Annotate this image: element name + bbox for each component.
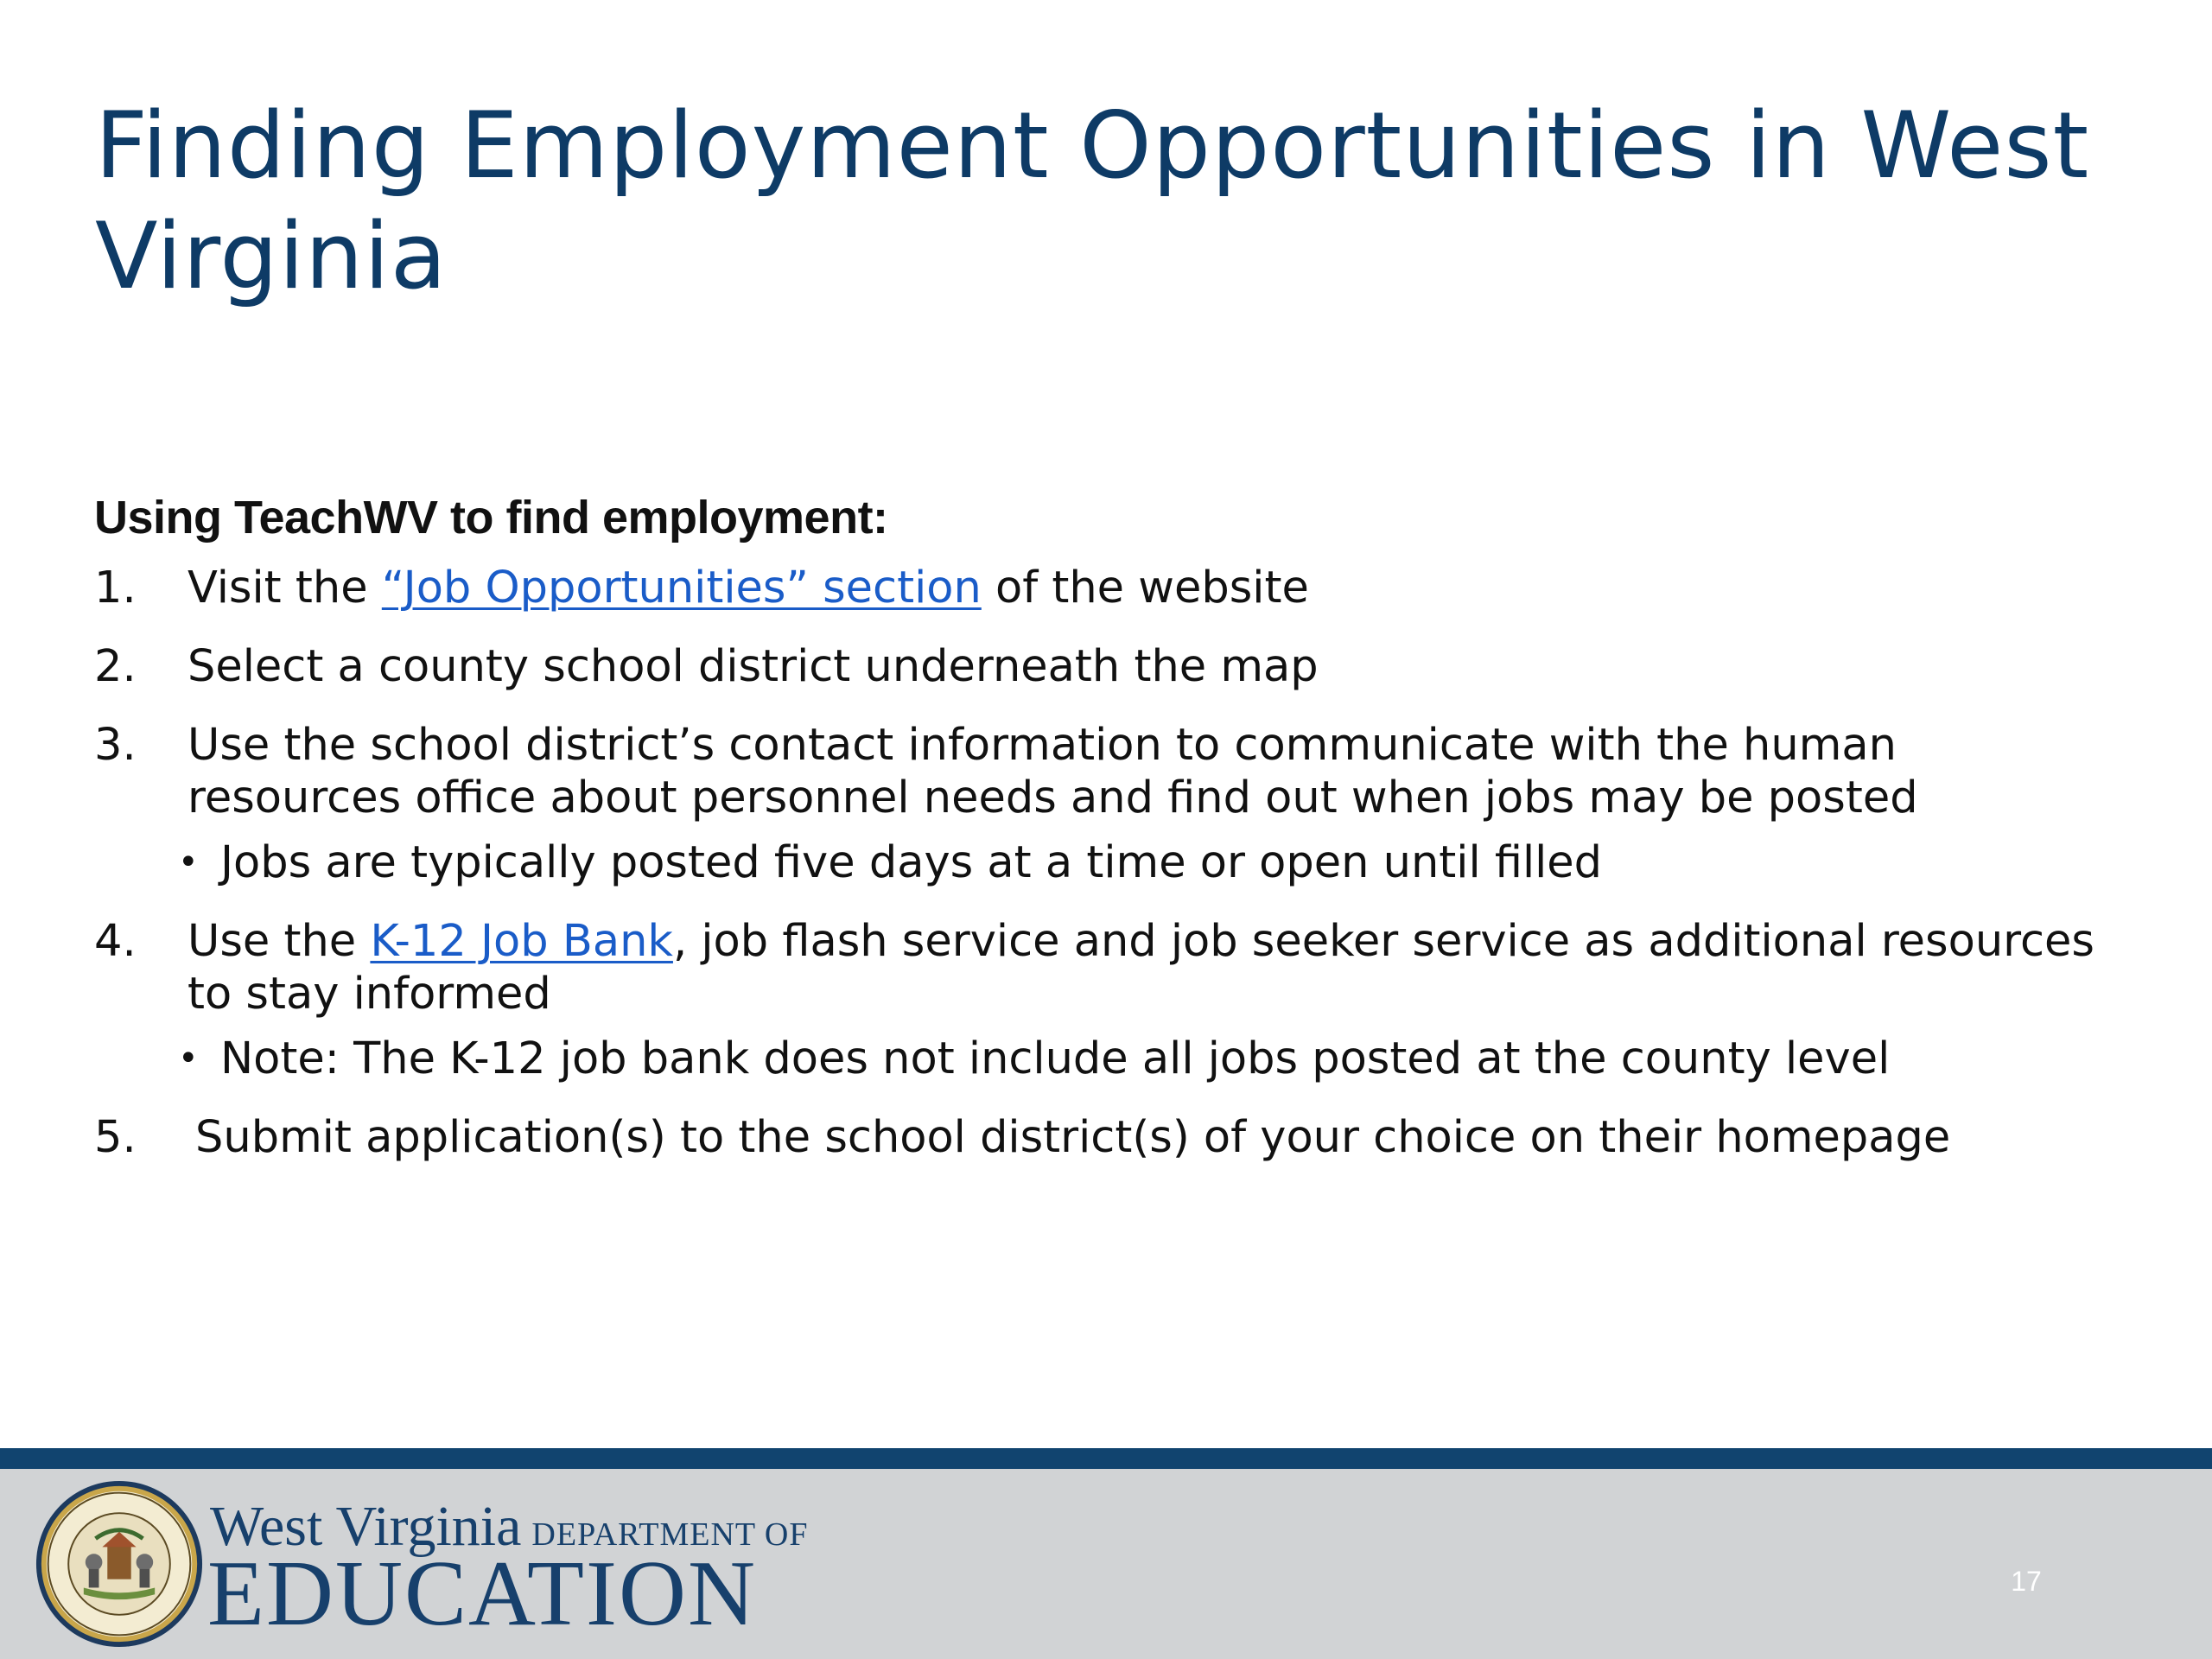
step-number: 1. bbox=[94, 563, 137, 613]
step-text: , job flash service and job seeker service as additional resources to stay informed bbox=[188, 916, 2094, 1020]
step-4-bullet bbox=[94, 1033, 2116, 1085]
logo-department: DEPARTMENT OF bbox=[531, 1516, 809, 1553]
step-text: Use the school district’s contact information to communicate with the human resources office about personnel needs and find out when jobs may be posted bbox=[188, 720, 1918, 823]
bullet-icon: • bbox=[178, 1039, 199, 1078]
footer-accent-bar bbox=[0, 1448, 2212, 1469]
step-text: Use the bbox=[188, 916, 371, 967]
step-number: 5. bbox=[94, 1112, 137, 1163]
step-text: Visit the bbox=[188, 563, 382, 613]
step-2 bbox=[94, 640, 2116, 693]
section-heading: Using TeachWV to find employment: bbox=[94, 492, 888, 543]
k12-job-bank-link[interactable]: K-12 Job Bank bbox=[370, 916, 673, 967]
step-1 bbox=[94, 562, 2116, 614]
logo-state-name: West Virginia bbox=[210, 1495, 522, 1558]
step-number: 4. bbox=[94, 916, 137, 967]
step-3 bbox=[94, 719, 2116, 824]
logo-education: EDUCATION bbox=[207, 1542, 757, 1645]
step-number: 2. bbox=[94, 641, 137, 692]
bullet-text: Jobs are typically posted five days at a time or open until filled bbox=[220, 837, 1603, 888]
slide-content bbox=[94, 484, 2116, 1190]
page-number: 17 bbox=[2011, 1566, 2042, 1597]
step-text: Select a county school district underneath the map bbox=[188, 641, 1319, 692]
step-3-bullet bbox=[94, 836, 2116, 889]
steps-list bbox=[94, 562, 2116, 1164]
bullet-icon: • bbox=[178, 842, 199, 882]
state-seal-icon bbox=[35, 1479, 204, 1649]
job-opportunities-link[interactable]: “Job Opportunities” section bbox=[381, 563, 982, 613]
bullet-text: Note: The K-12 job bank does not include all jobs posted at the county level bbox=[220, 1033, 1891, 1084]
step-5 bbox=[94, 1111, 2116, 1164]
step-4 bbox=[94, 915, 2116, 1020]
step-text: Submit application(s) to the school district(s) of your choice on their homepage bbox=[195, 1112, 1951, 1163]
step-number: 3. bbox=[94, 720, 137, 771]
slide-title: Finding Employment Opportunities in West Virginia bbox=[95, 92, 2090, 309]
step-text: of the website bbox=[981, 563, 1309, 613]
